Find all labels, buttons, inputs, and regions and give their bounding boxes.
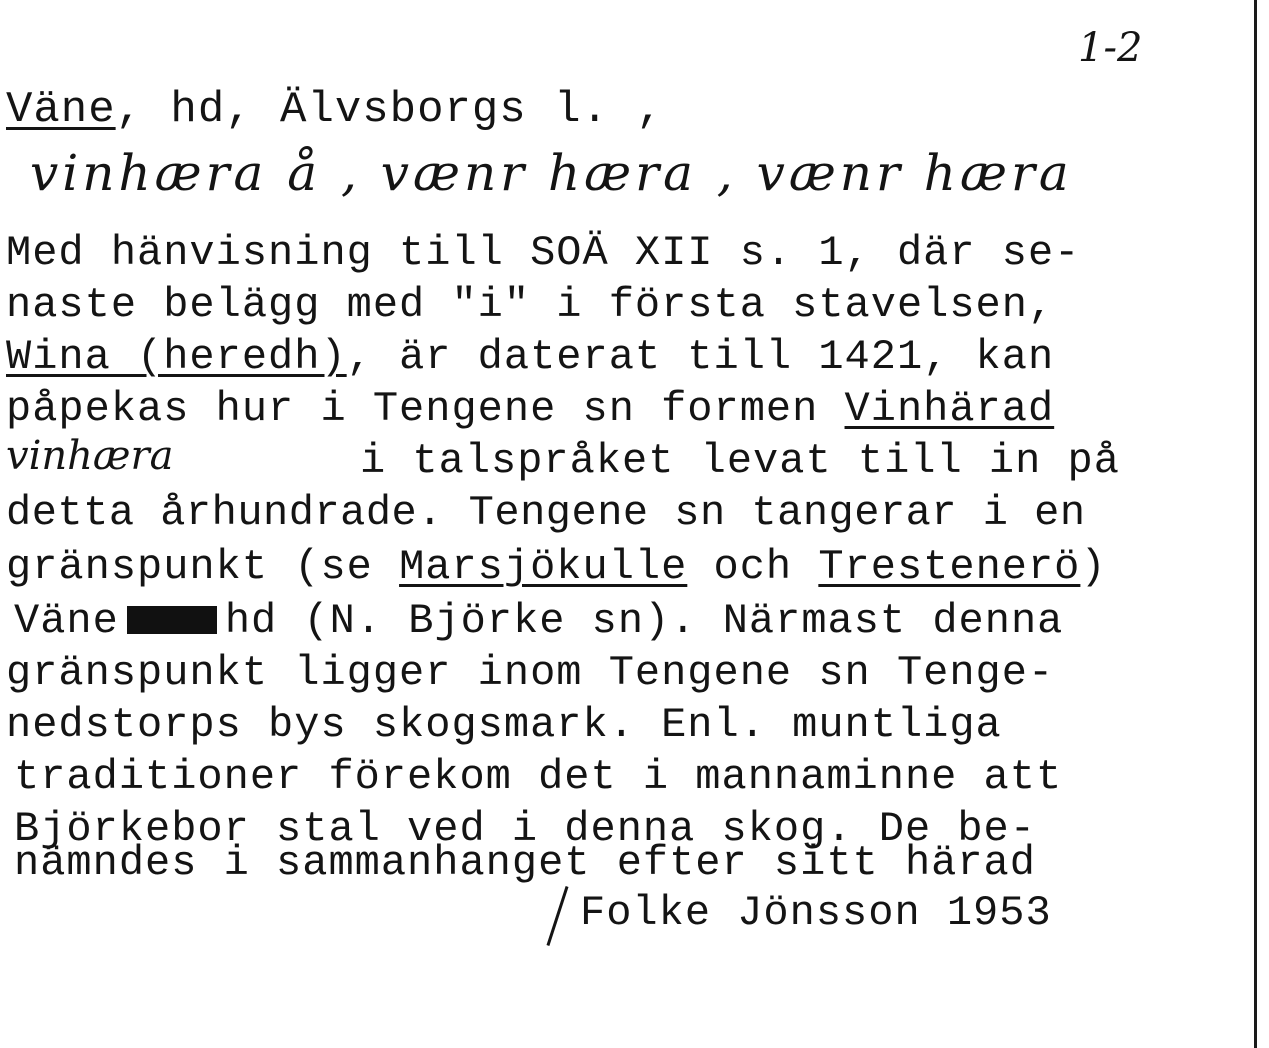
body-line-12: Björkebor stal ved i denna skog. De be-: [14, 805, 1036, 853]
body-line-10: nedstorps bys skogsmark. Enl. muntliga: [6, 701, 1002, 749]
body-line-7: gränspunkt (se Marsjökulle och Trestenerö): [6, 543, 1107, 591]
pronunciation-line: vinhæra å , vænr hæra , vænr hæra: [30, 144, 1073, 202]
body-line-2: naste belägg med "i" i första stavelsen,: [6, 281, 1055, 329]
body-line-6: detta århundrade. Tengene sn tangerar i en: [6, 489, 1086, 537]
underlined-form-wina: Wina (heredh): [6, 333, 347, 381]
heading-rest: , hd, Älvsborgs l. ,: [115, 85, 664, 135]
heading-place-name: Väne: [6, 85, 116, 135]
body-line-1: Med hänvisning till SOÄ XII s. 1, där se-: [6, 229, 1081, 277]
corner-number: 1-2: [1078, 25, 1143, 71]
card-right-edge: [1254, 0, 1257, 1048]
struck-out-blot: [127, 606, 217, 634]
underlined-trestenero: Trestenerö: [818, 543, 1081, 591]
body-line-3: Wina (heredh), är daterat till 1421, kan: [6, 333, 1055, 381]
signature-slash: [546, 886, 568, 946]
body-line-13: nämndes i sammanhanget efter sitt härad: [14, 839, 1036, 887]
body-line-5: i talspråket levat till in på: [360, 437, 1120, 485]
body-line-8: Väne hd (N. Björke sn). Närmast denna: [14, 597, 1064, 645]
body-line-11: traditioner förekom det i mannaminne att: [14, 753, 1063, 801]
card-heading: [6, 85, 664, 135]
underlined-marsjokulle: Marsjökulle: [399, 543, 688, 591]
handwritten-form-vinhaera: vinhæra: [6, 433, 174, 479]
body-line-9: gränspunkt ligger inom Tengene sn Tenge-: [6, 649, 1055, 697]
underlined-form-vinharad: Vinhärad: [844, 385, 1055, 433]
signature: Folke Jönsson 1953: [580, 889, 1052, 937]
body-line-4: påpekas hur i Tengene sn formen Vinhärad: [6, 385, 1055, 433]
